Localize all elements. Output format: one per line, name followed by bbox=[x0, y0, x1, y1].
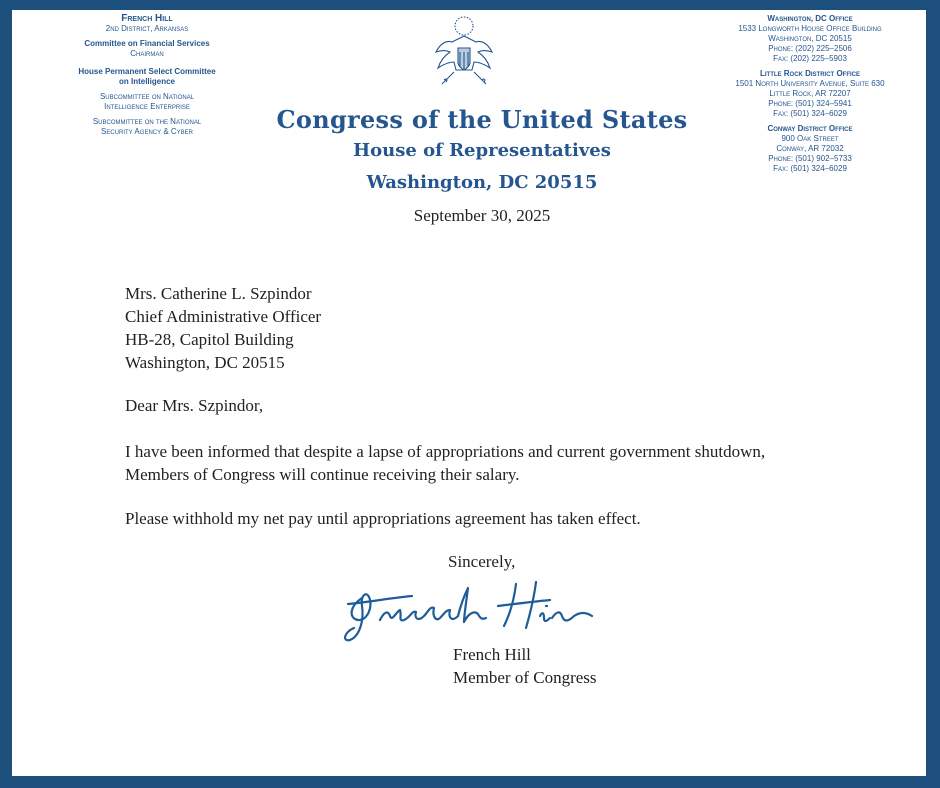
signer-name: French Hill bbox=[453, 645, 531, 664]
subcommittee-1-line2: Intelligence Enterprise bbox=[104, 102, 190, 111]
recipient-city: Washington, DC 20515 bbox=[125, 353, 285, 372]
eagle-seal-icon bbox=[432, 14, 496, 88]
dc-office-title: Washington, DC Office bbox=[767, 14, 853, 23]
signer-title: Member of Congress bbox=[453, 668, 597, 687]
signer-block bbox=[453, 643, 597, 689]
recipient-street: HB-28, Capitol Building bbox=[125, 330, 294, 349]
conway-office-address2: Conway, AR 72032 bbox=[776, 144, 844, 153]
member-name: French Hill bbox=[121, 13, 173, 24]
paragraph-1 bbox=[125, 440, 845, 486]
conway-office-address1: 900 Oak Street bbox=[781, 134, 839, 143]
salutation: Dear Mrs. Szpindor, bbox=[125, 396, 264, 415]
closing: Sincerely, bbox=[448, 552, 516, 571]
letterhead-right bbox=[700, 14, 920, 174]
member-district: 2nd District, Arkansas bbox=[105, 24, 189, 33]
subcommittee-2-line2: Security Agency & Cyber bbox=[100, 127, 194, 136]
paragraph-1-line1: I have been informed that despite a lapse of appropriations and current government shutdown, bbox=[125, 442, 766, 461]
recipient-address bbox=[125, 282, 321, 374]
conway-office-phone: Phone: (501) 902–5733 bbox=[768, 154, 852, 163]
dc-office-address1: 1533 Longworth House Office Building bbox=[738, 24, 882, 33]
committee-name: Committee on Financial Services bbox=[84, 39, 210, 48]
lr-office-phone: Phone: (501) 324–5941 bbox=[768, 99, 852, 108]
lr-office-fax: Fax: (501) 324–6029 bbox=[773, 109, 847, 118]
letter-page bbox=[12, 10, 926, 776]
dc-office-phone: Phone: (202) 225–2506 bbox=[768, 44, 852, 53]
recipient-title: Chief Administrative Officer bbox=[125, 307, 322, 326]
paragraph-1-line2: Members of Congress will continue receiving their salary. bbox=[125, 465, 520, 484]
recipient-name: Mrs. Catherine L. Szpindor bbox=[125, 284, 312, 303]
lr-office-address2: Little Rock, AR 72207 bbox=[769, 89, 851, 98]
lr-office-title: Little Rock District Office bbox=[760, 69, 860, 78]
select-committee-line2: on Intelligence bbox=[118, 77, 175, 86]
conway-office-title: Conway District Office bbox=[767, 124, 853, 133]
paragraph-2: Please withhold my net pay until appropriations agreement has taken effect. bbox=[125, 509, 641, 528]
letterhead-subtitle: House of Representatives bbox=[353, 140, 611, 161]
committee-role: Chairman bbox=[130, 49, 164, 58]
dc-office-fax: Fax: (202) 225–5903 bbox=[773, 54, 847, 63]
lr-office-address1: 1501 North University Avenue, Suite 630 bbox=[735, 79, 885, 88]
conway-office-fax: Fax: (501) 324–6029 bbox=[773, 164, 847, 173]
subcommittee-2-line1: Subcommittee on the National bbox=[92, 117, 202, 126]
select-committee-line1: House Permanent Select Committee bbox=[78, 67, 216, 76]
subcommittee-1-line1: Subcommittee on National bbox=[99, 92, 195, 101]
letterhead-city: Washington, DC 20515 bbox=[366, 172, 598, 193]
letter-date: September 30, 2025 bbox=[413, 206, 551, 225]
dc-office-address2: Washington, DC 20515 bbox=[768, 34, 852, 43]
letterhead-title: Congress of the United States bbox=[276, 105, 688, 134]
